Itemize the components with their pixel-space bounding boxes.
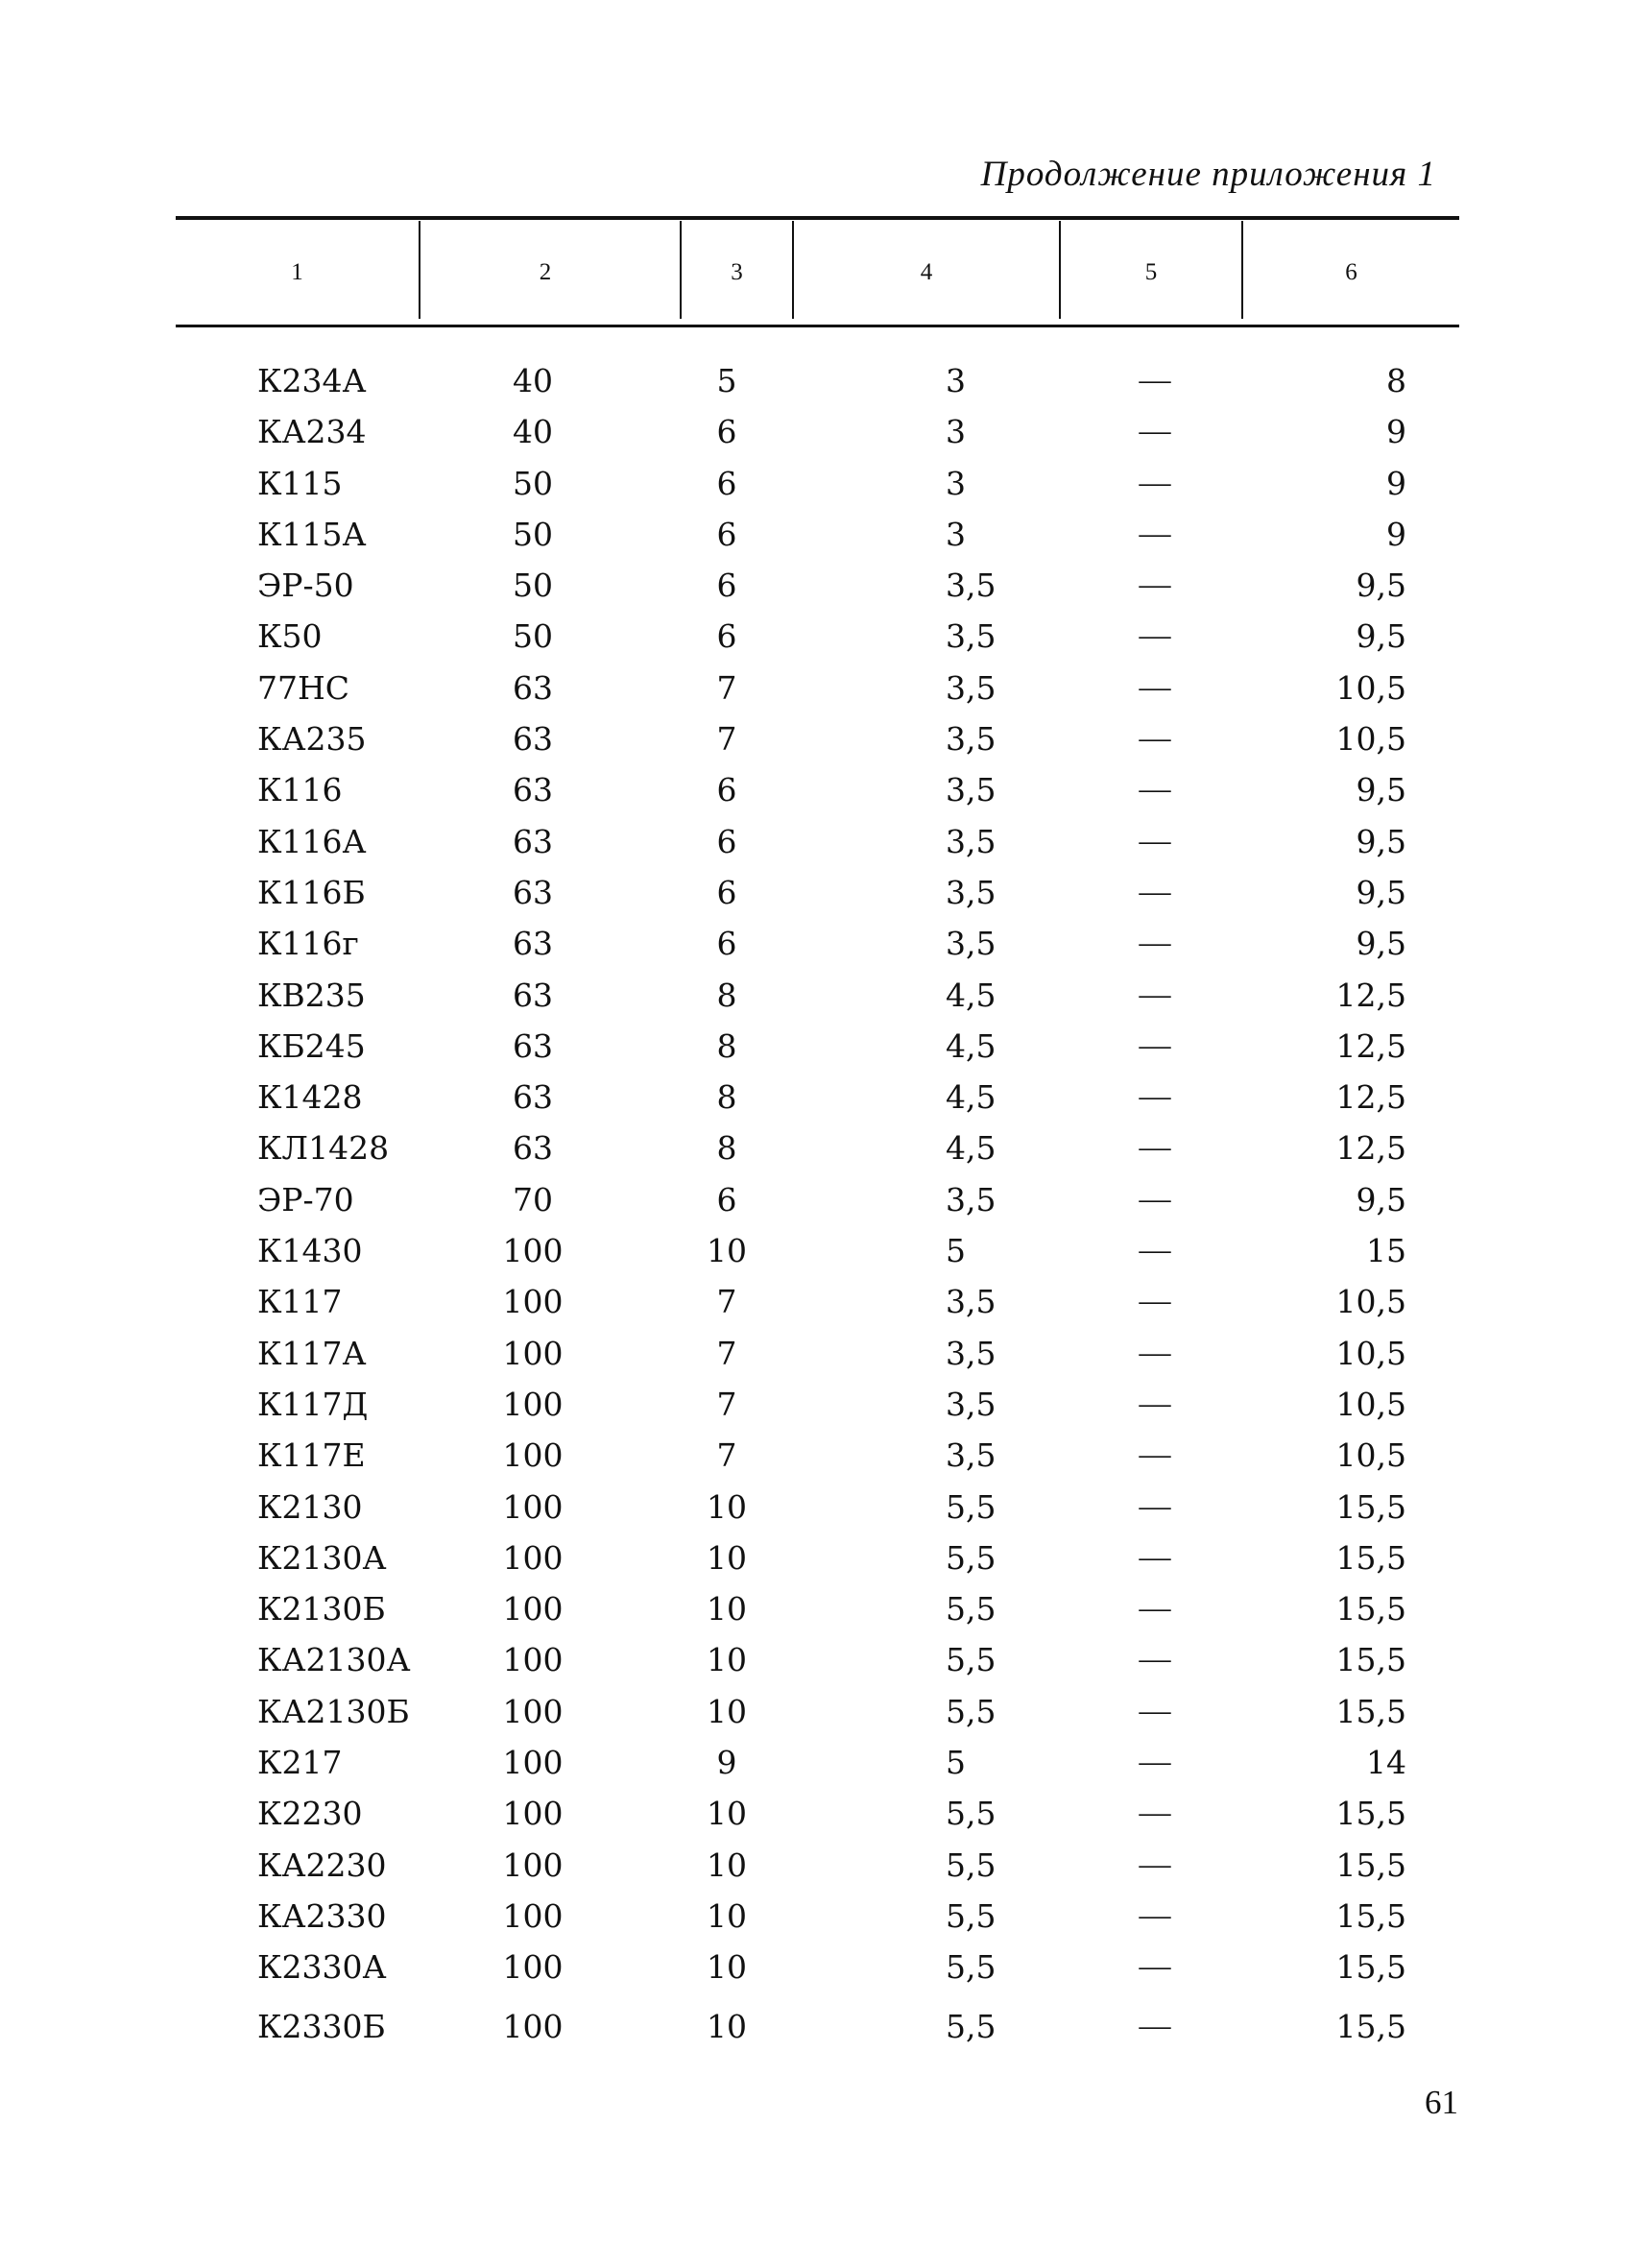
table-cell-col-4: 3,5 <box>946 1180 997 1218</box>
table-cell-col-2: 63 <box>513 771 553 809</box>
table-cell-col-2: 100 <box>502 1283 564 1321</box>
table-cell-col-2: 63 <box>513 1026 553 1065</box>
table-cell-col-2: 40 <box>513 413 553 451</box>
table-cell-col-5: — <box>1139 1079 1171 1115</box>
table-cell-col-3: 10 <box>707 1948 747 1987</box>
table-cell-col-3: 6 <box>716 413 737 451</box>
table-row <box>0 1583 1633 1634</box>
table-cell-col-1: К2330Б <box>257 2007 386 2045</box>
table-cell-col-6: 15,5 <box>1335 1538 1406 1577</box>
table-cell-col-3: 10 <box>707 1795 747 1833</box>
table-cell-col-2: 100 <box>502 1795 564 1833</box>
table-cell-col-6: 9 <box>1386 464 1406 502</box>
table-cell-col-6: 15,5 <box>1335 1487 1406 1526</box>
table-cell-col-4: 5,5 <box>946 1538 997 1577</box>
table-cell-col-5: — <box>1139 1846 1171 1882</box>
column-header-6: 6 <box>1345 259 1357 285</box>
table-row <box>0 1686 1633 1737</box>
table-cell-col-1: 77НС <box>257 668 350 707</box>
table-cell-col-1: К50 <box>257 617 323 656</box>
table-cell-col-6: 15,5 <box>1335 1641 1406 1679</box>
table-cell-col-4: 3,5 <box>946 1283 997 1321</box>
table-top-rule <box>176 216 1459 220</box>
table-cell-col-1: КЛ1428 <box>257 1129 390 1168</box>
table-cell-col-3: 8 <box>716 1078 737 1117</box>
table-row <box>0 1482 1633 1532</box>
column-header-1: 1 <box>291 259 303 285</box>
table-cell-col-2: 100 <box>502 1334 564 1372</box>
table-cell-col-6: 15 <box>1366 1232 1406 1270</box>
table-cell-col-5: — <box>1139 1233 1171 1268</box>
table-cell-col-3: 9 <box>716 1744 737 1782</box>
table-cell-col-3: 6 <box>716 1180 737 1218</box>
table-row <box>0 1021 1633 1072</box>
table-row <box>0 1225 1633 1276</box>
table-row <box>0 970 1633 1021</box>
column-header-4: 4 <box>920 259 933 285</box>
table-cell-col-3: 8 <box>716 1026 737 1065</box>
table-row <box>0 713 1633 764</box>
table-cell-col-4: 3,5 <box>946 1334 997 1372</box>
table-cell-col-4: 5,5 <box>946 1590 997 1629</box>
table-cell-col-2: 100 <box>502 1538 564 1577</box>
table-cell-col-2: 63 <box>513 976 553 1014</box>
table-cell-col-1: К2230 <box>257 1795 363 1833</box>
table-cell-col-5: — <box>1139 363 1171 398</box>
table-cell-col-2: 63 <box>513 668 553 707</box>
table-cell-col-4: 3,5 <box>946 668 997 707</box>
table-row <box>0 1788 1633 1839</box>
table-cell-col-6: 9,5 <box>1356 925 1406 963</box>
table-cell-col-5: — <box>1139 772 1171 808</box>
table-cell-col-6: 9,5 <box>1356 617 1406 656</box>
table-cell-col-5: — <box>1139 1642 1171 1677</box>
table-cell-col-1: К117Е <box>257 1436 366 1475</box>
table-cell-col-4: 5,5 <box>946 1948 997 1987</box>
table-cell-col-4: 5,5 <box>946 1795 997 1833</box>
table-cell-col-3: 6 <box>716 515 737 553</box>
table-row <box>0 355 1633 406</box>
table-cell-col-1: К115 <box>257 464 343 502</box>
table-cell-col-6: 15,5 <box>1335 1948 1406 1987</box>
table-cell-col-5: — <box>1139 1027 1171 1063</box>
table-cell-col-6: 10,5 <box>1335 1334 1406 1372</box>
table-cell-col-3: 10 <box>707 1896 747 1935</box>
table-cell-col-3: 10 <box>707 1641 747 1679</box>
table-cell-col-5: — <box>1139 669 1171 705</box>
table-cell-col-5: — <box>1139 1591 1171 1627</box>
table-cell-col-2: 50 <box>513 617 553 656</box>
table-cell-col-3: 10 <box>707 1846 747 1884</box>
table-cell-col-1: КБ245 <box>257 1026 366 1065</box>
table-cell-col-3: 10 <box>707 2007 747 2045</box>
table-cell-col-6: 15,5 <box>1335 1896 1406 1935</box>
table-cell-col-4: 3 <box>946 362 966 399</box>
table-cell-col-2: 63 <box>513 925 553 963</box>
table-cell-col-5: — <box>1139 1386 1171 1421</box>
table-cell-col-5: — <box>1139 516 1171 551</box>
table-cell-col-4: 3,5 <box>946 925 997 963</box>
table-cell-col-1: К2130А <box>257 1538 387 1577</box>
table-cell-col-4: 4,5 <box>946 1078 997 1117</box>
table-header-rule <box>176 325 1459 327</box>
table-row <box>0 1634 1633 1685</box>
table-cell-col-1: К116 <box>257 771 343 809</box>
table-row <box>0 1891 1633 1942</box>
table-row <box>0 611 1633 662</box>
table-cell-col-3: 7 <box>716 1385 737 1423</box>
table-cell-col-4: 3,5 <box>946 771 997 809</box>
table-cell-col-2: 100 <box>502 1744 564 1782</box>
table-cell-col-2: 63 <box>513 1078 553 1117</box>
table-cell-col-1: К115А <box>257 515 367 553</box>
table-cell-col-4: 3,5 <box>946 567 997 605</box>
table-row <box>0 663 1633 713</box>
table-cell-col-5: — <box>1139 721 1171 757</box>
table-cell-col-4: 5 <box>946 1744 966 1782</box>
table-cell-col-5: — <box>1139 1745 1171 1780</box>
table-row <box>0 1174 1633 1225</box>
table-header <box>176 221 1459 325</box>
page-number: 61 <box>1425 2084 1458 2121</box>
table-cell-col-4: 4,5 <box>946 1129 997 1168</box>
table-cell-col-4: 5,5 <box>946 1896 997 1935</box>
table-cell-col-5: — <box>1139 1488 1171 1524</box>
table-row <box>0 816 1633 867</box>
table-row <box>0 1122 1633 1173</box>
table-cell-col-6: 10,5 <box>1335 668 1406 707</box>
table-cell-col-1: К117А <box>257 1334 367 1372</box>
table-cell-col-5: — <box>1139 823 1171 858</box>
table-cell-col-2: 100 <box>502 1590 564 1629</box>
table-cell-col-5: — <box>1139 874 1171 909</box>
table-row <box>0 1276 1633 1327</box>
table-cell-col-5: — <box>1139 1796 1171 1831</box>
table-row <box>0 1737 1633 1788</box>
table-cell-col-4: 3 <box>946 464 966 502</box>
table-cell-col-3: 7 <box>716 1283 737 1321</box>
table-row <box>0 458 1633 509</box>
table-cell-col-3: 7 <box>716 720 737 759</box>
table-cell-col-4: 5,5 <box>946 1641 997 1679</box>
table-cell-col-5: — <box>1139 926 1171 961</box>
table-cell-col-2: 63 <box>513 720 553 759</box>
table-cell-col-5: — <box>1139 618 1171 654</box>
table-row <box>0 1840 1633 1891</box>
table-cell-col-1: К117 <box>257 1283 343 1321</box>
table-cell-col-6: 9 <box>1386 413 1406 451</box>
table-cell-col-1: К1428 <box>257 1078 363 1117</box>
table-cell-col-2: 100 <box>502 1232 564 1270</box>
table-cell-col-5: — <box>1139 1693 1171 1728</box>
table-cell-col-3: 8 <box>716 976 737 1014</box>
table-cell-col-5: — <box>1139 1437 1171 1473</box>
table-cell-col-3: 10 <box>707 1538 747 1577</box>
table-cell-col-4: 3,5 <box>946 720 997 759</box>
table-cell-col-4: 5,5 <box>946 2007 997 2045</box>
table-cell-col-6: 12,5 <box>1335 1078 1406 1117</box>
table-cell-col-6: 9,5 <box>1356 822 1406 860</box>
table-cell-col-2: 100 <box>502 1436 564 1475</box>
table-cell-col-1: К2130 <box>257 1487 363 1526</box>
table-cell-col-1: К116А <box>257 822 367 860</box>
table-cell-col-3: 6 <box>716 771 737 809</box>
table-cell-col-4: 5 <box>946 1232 966 1270</box>
table-cell-col-3: 7 <box>716 1436 737 1475</box>
table-cell-col-1: ЭР-50 <box>257 567 354 605</box>
table-row <box>0 1942 1633 1992</box>
table-cell-col-4: 3,5 <box>946 822 997 860</box>
table-cell-col-4: 4,5 <box>946 976 997 1014</box>
table-cell-col-3: 7 <box>716 668 737 707</box>
table-cell-col-4: 3,5 <box>946 873 997 911</box>
table-cell-col-1: К1430 <box>257 1232 363 1270</box>
table-cell-col-3: 5 <box>716 362 737 399</box>
table-cell-col-3: 6 <box>716 617 737 656</box>
table-cell-col-2: 63 <box>513 822 553 860</box>
table-cell-col-4: 3,5 <box>946 1436 997 1475</box>
table-row <box>0 406 1633 457</box>
table-cell-col-3: 10 <box>707 1487 747 1526</box>
table-cell-col-6: 15,5 <box>1335 1795 1406 1833</box>
table-cell-col-6: 10,5 <box>1335 1283 1406 1321</box>
table-cell-col-2: 50 <box>513 515 553 553</box>
table-body <box>0 355 1633 2052</box>
table-cell-col-6: 10,5 <box>1335 1385 1406 1423</box>
table-cell-col-6: 12,5 <box>1335 1129 1406 1168</box>
table-cell-col-2: 100 <box>502 1487 564 1526</box>
table-cell-col-3: 7 <box>716 1334 737 1372</box>
table-cell-col-4: 3,5 <box>946 617 997 656</box>
table-cell-col-5: — <box>1139 1949 1171 1985</box>
column-header-2: 2 <box>539 259 552 285</box>
table-cell-col-1: КА2130Б <box>257 1692 410 1730</box>
table-cell-col-6: 8 <box>1386 362 1406 399</box>
page-caption: Продолжение приложения 1 <box>980 155 1436 194</box>
column-header-3: 3 <box>731 259 743 285</box>
table-cell-col-2: 50 <box>513 464 553 502</box>
table-cell-col-6: 15,5 <box>1335 1590 1406 1629</box>
table-row <box>0 1430 1633 1481</box>
table-cell-col-3: 6 <box>716 567 737 605</box>
table-cell-col-1: ЭР-70 <box>257 1180 354 1218</box>
table-cell-col-6: 15,5 <box>1335 2007 1406 2045</box>
table-cell-col-5: — <box>1139 2008 1171 2043</box>
table-row <box>0 1532 1633 1583</box>
table-cell-col-5: — <box>1139 567 1171 603</box>
table-cell-col-2: 100 <box>502 1846 564 1884</box>
table-cell-col-3: 10 <box>707 1232 747 1270</box>
table-cell-col-1: К234А <box>257 362 367 399</box>
table-row <box>0 560 1633 611</box>
table-cell-col-6: 9,5 <box>1356 567 1406 605</box>
table-cell-col-6: 15,5 <box>1335 1692 1406 1730</box>
table-cell-col-5: — <box>1139 465 1171 500</box>
table-cell-col-1: КА235 <box>257 720 367 759</box>
table-cell-col-6: 10,5 <box>1335 720 1406 759</box>
table-cell-col-1: КА2130А <box>257 1641 411 1679</box>
table-cell-col-6: 15,5 <box>1335 1846 1406 1884</box>
table-row <box>0 1328 1633 1379</box>
table-cell-col-2: 70 <box>513 1180 553 1218</box>
table-cell-col-1: КА234 <box>257 413 367 451</box>
table-cell-col-2: 100 <box>502 1948 564 1987</box>
table-cell-col-2: 40 <box>513 362 553 399</box>
table-cell-col-3: 10 <box>707 1692 747 1730</box>
table-cell-col-3: 6 <box>716 925 737 963</box>
table-cell-col-2: 63 <box>513 1129 553 1168</box>
table-cell-col-1: К2130Б <box>257 1590 386 1629</box>
table-cell-col-5: — <box>1139 1284 1171 1319</box>
table-cell-col-3: 8 <box>716 1129 737 1168</box>
column-header-5: 5 <box>1144 259 1158 285</box>
table-cell-col-2: 100 <box>502 1896 564 1935</box>
table-cell-col-5: — <box>1139 1130 1171 1166</box>
table-cell-col-1: К116г <box>257 925 359 963</box>
table-cell-col-4: 3,5 <box>946 1385 997 1423</box>
table-cell-col-1: К217 <box>257 1744 343 1782</box>
table-cell-col-6: 12,5 <box>1335 1026 1406 1065</box>
table-cell-col-2: 63 <box>513 873 553 911</box>
table-row <box>0 1379 1633 1430</box>
table-cell-col-6: 9,5 <box>1356 771 1406 809</box>
table-cell-col-1: К117Д <box>257 1385 369 1423</box>
table-cell-col-5: — <box>1139 1181 1171 1217</box>
table-row <box>0 509 1633 560</box>
table-cell-col-4: 3 <box>946 413 966 451</box>
table-cell-col-5: — <box>1139 414 1171 449</box>
table-cell-col-2: 100 <box>502 1641 564 1679</box>
table-row <box>0 2001 1633 2052</box>
table-cell-col-3: 6 <box>716 464 737 502</box>
table-cell-col-5: — <box>1139 1897 1171 1933</box>
table-cell-col-1: КА2230 <box>257 1846 387 1884</box>
table-cell-col-3: 6 <box>716 822 737 860</box>
table-row <box>0 764 1633 815</box>
table-cell-col-1: КВ235 <box>257 976 366 1014</box>
table-cell-col-2: 100 <box>502 2007 564 2045</box>
table-row <box>0 867 1633 918</box>
table-cell-col-1: К116Б <box>257 873 366 911</box>
table-cell-col-2: 100 <box>502 1385 564 1423</box>
table-cell-col-4: 3 <box>946 515 966 553</box>
table-cell-col-2: 100 <box>502 1692 564 1730</box>
table-cell-col-4: 5,5 <box>946 1846 997 1884</box>
table-cell-col-6: 9,5 <box>1356 873 1406 911</box>
table-cell-col-5: — <box>1139 977 1171 1012</box>
table-cell-col-5: — <box>1139 1539 1171 1575</box>
table-row <box>0 918 1633 969</box>
table-cell-col-6: 9,5 <box>1356 1180 1406 1218</box>
table-cell-col-5: — <box>1139 1335 1171 1370</box>
table-cell-col-4: 4,5 <box>946 1026 997 1065</box>
table-cell-col-4: 5,5 <box>946 1692 997 1730</box>
table-cell-col-6: 9 <box>1386 515 1406 553</box>
table-cell-col-6: 10,5 <box>1335 1436 1406 1475</box>
table-cell-col-2: 50 <box>513 567 553 605</box>
table-row <box>0 1072 1633 1122</box>
table-cell-col-6: 14 <box>1366 1744 1406 1782</box>
table-cell-col-1: К2330А <box>257 1948 387 1987</box>
table-cell-col-4: 5,5 <box>946 1487 997 1526</box>
table-cell-col-3: 10 <box>707 1590 747 1629</box>
table-cell-col-6: 12,5 <box>1335 976 1406 1014</box>
table-cell-col-3: 6 <box>716 873 737 911</box>
table-cell-col-1: КА2330 <box>257 1896 387 1935</box>
